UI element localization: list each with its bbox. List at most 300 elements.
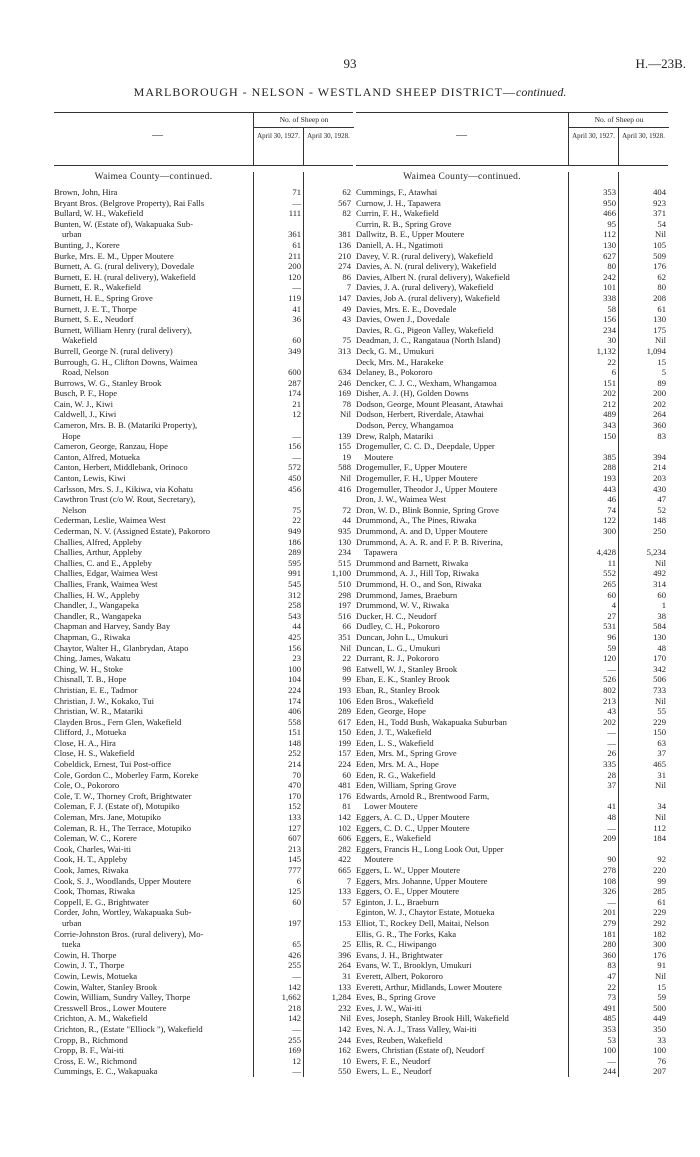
owner-name-line: Eden, William, Spring Grove	[356, 780, 457, 791]
owner-name-line: Davies, Job A. (rural delivery), Wakefield	[356, 292, 500, 303]
sheep-1927: —	[292, 970, 301, 981]
sheep-1927: 466	[603, 208, 616, 219]
owner-name	[356, 653, 564, 664]
table-row	[54, 876, 353, 887]
sheep-1928: 492	[653, 568, 666, 579]
sheep-1927: 595	[288, 557, 301, 568]
owner-name-line: Dodson, George, Mount Pleasant, Atawhai	[356, 398, 504, 409]
owner-name	[54, 293, 249, 304]
sheep-1928: 1,094	[646, 345, 666, 356]
owner-name-line: Coppell, E. G., Brightwater	[54, 896, 149, 907]
owner-name	[54, 304, 249, 315]
sheep-1927: 279	[603, 917, 616, 928]
owner-name	[356, 759, 564, 770]
owner-name	[356, 325, 564, 336]
table-row	[356, 780, 668, 791]
table-row	[54, 579, 353, 590]
sheep-1928: Nil	[340, 473, 351, 484]
owner-name-line: Ellis, R. C., Hiwipango	[356, 939, 437, 950]
sheep-1927: 80	[607, 261, 616, 272]
owner-name-line: Drummond, A. A. R. and F. P. B. Riverina,	[356, 536, 503, 547]
sheep-1928: 199	[338, 737, 351, 748]
table-row	[356, 399, 668, 410]
sheep-1928: 516	[338, 610, 351, 621]
sheep-1927: —	[292, 282, 301, 293]
sheep-count-group-header: No. of Sheep ou	[568, 113, 669, 128]
sheep-1927: 280	[603, 939, 616, 950]
owner-name	[54, 886, 249, 897]
owner-name-continuation: Tapawera	[364, 547, 398, 558]
sheep-1928: 170	[653, 653, 666, 664]
owner-name	[54, 833, 249, 844]
owner-name-line: Cederman, Leslie, Waimea West	[54, 515, 166, 526]
sheep-1927: 1,662	[281, 992, 301, 1003]
sheep-1927: 552	[603, 568, 616, 579]
owner-name	[356, 346, 564, 357]
owner-name	[54, 780, 249, 791]
table-row	[356, 251, 668, 262]
sheep-1928: 91	[657, 960, 666, 971]
sheep-1928: 314	[653, 578, 666, 589]
sheep-1927: 627	[603, 250, 616, 261]
sheep-1927: 21	[292, 398, 301, 409]
table-row	[54, 187, 353, 198]
table-row	[356, 706, 668, 717]
table-row	[54, 611, 353, 622]
owner-name-line: Bullard, W. H., Wakefield	[54, 208, 144, 219]
table-row	[356, 632, 668, 643]
table-row	[356, 219, 668, 230]
sheep-1928: 396	[338, 949, 351, 960]
sheep-1927: 426	[288, 949, 301, 960]
owner-name	[54, 441, 249, 452]
table-row	[356, 208, 668, 219]
owner-name	[356, 600, 564, 611]
sheep-1927: 156	[288, 642, 301, 653]
table-row	[54, 314, 353, 325]
sheep-1928: 99	[342, 674, 351, 685]
table-row	[356, 643, 668, 654]
document-reference: H.—23B.	[635, 56, 686, 71]
owner-name-continuation: urban	[62, 229, 82, 240]
owner-name-line: Deck, Mrs. M., Harakeke	[356, 356, 444, 367]
table-row	[356, 685, 668, 696]
table-row	[54, 357, 353, 378]
sheep-1927: —	[292, 1066, 301, 1077]
sheep-1928: 184	[653, 833, 666, 844]
owner-name-line: Christian, J. W., Kokako, Tui	[54, 695, 155, 706]
sheep-1927: 218	[288, 1002, 301, 1013]
owner-name	[356, 780, 564, 791]
year-1927-header: April 30, 1927.	[253, 127, 303, 165]
owner-name	[54, 982, 249, 993]
table-row	[356, 1066, 668, 1077]
owner-name	[54, 473, 249, 484]
sheep-1927: 443	[603, 483, 616, 494]
sheep-1928: 55	[657, 706, 666, 717]
sheep-1928: 22	[342, 653, 351, 664]
sheep-1927: 450	[288, 473, 301, 484]
sheep-1927: 489	[603, 409, 616, 420]
owner-name-line: Burnett, William Henry (rural delivery),	[54, 324, 192, 335]
sheep-1928: 465	[653, 759, 666, 770]
owner-name-line: Delaney, B., Pokororo	[356, 367, 433, 378]
sheep-1928: 99	[657, 875, 666, 886]
table-row	[54, 240, 353, 251]
sheep-1927: —	[607, 663, 616, 674]
owner-name	[356, 1066, 564, 1077]
table-row	[54, 473, 353, 484]
sheep-1928: Nil	[340, 642, 351, 653]
owner-name	[356, 717, 564, 728]
table-row	[356, 727, 668, 738]
table-row	[356, 568, 668, 579]
owner-name-line: Cobeldick, Ernest, Tui Post-office	[54, 759, 172, 770]
sheep-1927: 100	[603, 1045, 616, 1056]
table-row	[54, 304, 353, 315]
sheep-1928: 232	[338, 1002, 351, 1013]
sheep-1927: 545	[288, 578, 301, 589]
table-row	[356, 876, 668, 887]
sheep-1927: 41	[292, 303, 301, 314]
sheep-1928: 207	[653, 1066, 666, 1077]
sheep-1928: 100	[653, 1045, 666, 1056]
sheep-1927: 73	[607, 992, 616, 1003]
table-row	[356, 431, 668, 442]
owner-name-line: Cross, E. W., Richmond	[54, 1055, 137, 1066]
table-row	[356, 759, 668, 770]
sheep-1927: 95	[607, 218, 616, 229]
table-row	[356, 1003, 668, 1014]
sheep-1927: 197	[288, 917, 301, 928]
table-row	[356, 240, 668, 251]
sheep-1928: 1	[661, 600, 666, 611]
sheep-1928: 588	[338, 462, 351, 473]
table-row	[356, 314, 668, 325]
owner-name	[54, 664, 249, 675]
table-row	[54, 537, 353, 548]
table-row	[356, 409, 668, 420]
sheep-1927: 70	[292, 769, 301, 780]
sheep-1928: 282	[338, 843, 351, 854]
table-row	[54, 748, 353, 759]
sheep-1928: 176	[653, 261, 666, 272]
owner-name-line: Busch, P. F., Hope	[54, 388, 118, 399]
owner-name	[356, 272, 564, 283]
sheep-1927: 213	[288, 843, 301, 854]
sheep-1928: 155	[338, 441, 351, 452]
owner-name-line: Coleman, R. H., The Terrace, Motupiko	[54, 822, 192, 833]
owner-name-line: Ewers, Christian (Estate of), Neudorf	[356, 1045, 485, 1056]
table-row	[356, 505, 668, 516]
table-row	[54, 907, 353, 928]
sheep-1928: 404	[653, 187, 666, 197]
owner-name	[54, 844, 249, 855]
sheep-1927: 83	[607, 960, 616, 971]
table-row	[356, 1056, 668, 1067]
owner-name	[54, 1024, 249, 1035]
table-row	[356, 886, 668, 897]
owner-name-line: Chandler, R., Wangapeka	[54, 610, 142, 621]
owner-name-line: Chandler, J., Wangapeka	[54, 600, 139, 611]
sheep-1927: 201	[603, 907, 616, 918]
sheep-1928: 208	[653, 292, 666, 303]
sheep-1927: 209	[603, 833, 616, 844]
owner-name	[356, 251, 564, 262]
owner-name-continuation: Hope	[62, 430, 81, 441]
owner-name-line: Brown, John, Hira	[54, 187, 118, 197]
owner-name	[54, 992, 249, 1003]
owner-name-line: Crichton, R., (Estate "Elliock "), Wakefield	[54, 1023, 203, 1034]
owner-name-continuation: urban	[62, 917, 82, 928]
sheep-1927: 26	[607, 748, 616, 759]
table-row	[356, 960, 668, 971]
owner-name	[54, 325, 249, 346]
owner-name-line: Canton, Lewis, Kiwi	[54, 473, 126, 484]
sheep-1928: 153	[338, 917, 351, 928]
sheep-1928: 298	[338, 589, 351, 600]
sheep-1927: 335	[603, 759, 616, 770]
sheep-1928: 416	[338, 483, 351, 494]
owner-name	[54, 1066, 249, 1077]
sheep-1928: 246	[338, 377, 351, 388]
owner-name-line: Cook, Thomas, Riwaka	[54, 886, 135, 897]
owner-name-line: Drummond, W. V., Riwaka	[356, 600, 450, 611]
left-table	[54, 112, 353, 1077]
sheep-1928: 220	[653, 865, 666, 875]
table-row	[356, 367, 668, 378]
owner-name	[54, 706, 249, 717]
sheep-1927: 133	[288, 812, 301, 823]
table-row	[54, 960, 353, 971]
sheep-1927: 108	[603, 875, 616, 886]
owner-name-line: Cummings, F., Atawhai	[356, 187, 438, 197]
owner-name-line: Bryant Bros. (Belgrove Property), Rai Falls	[54, 197, 205, 208]
owner-name-line: Eden, George, Hope	[356, 706, 427, 717]
table-row	[54, 738, 353, 749]
table-row	[356, 600, 668, 611]
table-row	[54, 780, 353, 791]
sheep-1927: 491	[603, 1002, 616, 1013]
owner-name-line: Duncan, L. G., Umukuri	[356, 642, 441, 653]
sheep-1927: 777	[288, 865, 301, 875]
table-row	[356, 823, 668, 834]
owner-name	[54, 409, 249, 420]
owner-name-continuation: tueka	[62, 939, 81, 950]
year-1927-header: April 30, 1927.	[568, 127, 618, 165]
table-row	[54, 272, 353, 283]
owner-name-line: Eves, Reuben, Wakefield	[356, 1034, 443, 1045]
owner-name-line: Eden Bros., Wakefield	[356, 695, 434, 706]
table-row	[54, 399, 353, 410]
owner-name-line: Eatwell, W. J., Stanley Brook	[356, 663, 458, 674]
sheep-1927: 120	[288, 271, 301, 282]
owner-name-line: Bunten, W. (Estate of), Wakapuaka Sub-	[54, 218, 194, 229]
owner-name-line: Eggers, L. W., Upper Moutere	[356, 865, 461, 875]
sheep-1927: —	[292, 197, 301, 208]
table-row	[356, 526, 668, 537]
sheep-1927: 130	[603, 239, 616, 250]
table-row	[356, 537, 668, 558]
owner-name	[54, 1056, 249, 1067]
owner-name-line: Evans, J. H., Brightwater	[356, 949, 443, 960]
sheep-1927: 572	[288, 462, 301, 473]
sheep-1928: 342	[653, 663, 666, 674]
owner-name-line: Eban, E. K., Stanley Brook	[356, 674, 450, 685]
table-row	[54, 388, 353, 399]
sheep-1927: 531	[603, 621, 616, 632]
owner-name	[356, 505, 564, 516]
sheep-1927: —	[292, 430, 301, 441]
owner-name	[356, 219, 564, 230]
sheep-1928: 81	[342, 801, 351, 812]
sheep-1927: —	[607, 1055, 616, 1066]
owner-name-line: Eban, R., Stanley Brook	[356, 684, 440, 695]
owner-name-line: Dodson, Herbert, Riverdale, Atawhai	[356, 409, 484, 420]
owner-name	[54, 187, 249, 198]
sheep-1928: Nil	[340, 409, 351, 420]
owner-name	[356, 590, 564, 601]
sheep-1927: 1,132	[596, 345, 616, 356]
owner-name-line: Challies, C. and E., Appleby	[54, 557, 152, 568]
owner-name	[356, 293, 564, 304]
sheep-1928: 130	[338, 536, 351, 547]
sheep-1927: 30	[607, 335, 616, 346]
sheep-1927: 148	[288, 737, 301, 748]
sheep-1928: Nil	[655, 335, 666, 346]
owner-name	[54, 696, 249, 707]
owner-name-line: Cawthron Trust (c/o W. Rout, Secretary),	[54, 494, 196, 505]
table-row	[54, 1045, 353, 1056]
sheep-1927: 53	[607, 1034, 616, 1045]
sheep-1928: 112	[653, 822, 666, 833]
sheep-1928: 31	[342, 970, 351, 981]
owner-name	[54, 526, 249, 537]
owner-name	[356, 1045, 564, 1056]
table-row	[356, 388, 668, 399]
sheep-1927: —	[607, 822, 616, 833]
owner-name-line: Eggers, Francis H., Long Look Out, Upper	[356, 843, 504, 854]
owner-name-continuation: Wakefield	[62, 335, 98, 346]
sheep-1928: 72	[342, 504, 351, 515]
owner-name-line: Eginton, W. J., Chaytor Estate, Motueka	[356, 907, 495, 918]
owner-name-line: Cole, O., Pokororo	[54, 780, 120, 791]
owner-name	[54, 929, 249, 950]
table-row	[54, 717, 353, 728]
owner-name-line: Dodson, Percy, Whangamoa	[356, 420, 454, 431]
sheep-1927: 361	[288, 229, 301, 240]
owner-name-line: Cook, S. J., Woodlands, Upper Moutere	[54, 875, 192, 886]
table-row	[54, 251, 353, 262]
owner-name	[54, 876, 249, 887]
owner-name	[356, 770, 564, 781]
table-row	[54, 1003, 353, 1014]
owner-name-line: Cowin, H. Thorpe	[54, 949, 117, 960]
owner-name-line: Drogemuller, F., Upper Moutere	[356, 462, 468, 473]
sheep-1928: 550	[338, 1066, 351, 1077]
table-row	[54, 462, 353, 473]
table-row	[356, 420, 668, 431]
sheep-1927: 120	[603, 653, 616, 664]
sheep-1927: 22	[292, 515, 301, 526]
owner-name-line: Eves, Joseph, Stanley Brook Hill, Wakefield	[356, 1013, 509, 1024]
sheep-1927: 119	[288, 292, 301, 303]
table-row	[54, 706, 353, 717]
owner-name-line: Edwards, Arnold R., Brentwood Farm,	[356, 790, 490, 801]
owner-name	[356, 304, 564, 315]
table-row	[356, 261, 668, 272]
sheep-1927: 47	[607, 970, 616, 981]
sheep-1928: 66	[342, 621, 351, 632]
right-rows	[356, 172, 668, 1077]
owner-name	[54, 590, 249, 601]
owner-name	[356, 696, 564, 707]
table-row	[54, 833, 353, 844]
owner-name-line: Canton, Herbert, Middlebank, Orinoco	[54, 462, 188, 473]
owner-name-line: Cain, W. J., Kiwi	[54, 398, 113, 409]
owner-name-line: Daniell, A. H., Ngatimoti	[356, 239, 444, 250]
owner-name-line: Burnett, E. R., Wakefield	[54, 282, 141, 293]
owner-name-line: Challies, Edgar, Waimea West	[54, 568, 158, 579]
sheep-1927: 142	[288, 1013, 301, 1024]
owner-name-line: Crichton, A. M., Wakefield	[54, 1013, 148, 1024]
sheep-1928: 150	[338, 727, 351, 738]
sheep-1927: 142	[288, 981, 301, 992]
sheep-1928: 1,100	[331, 568, 351, 579]
owner-name-line: Christian, W. R., Matariki	[54, 706, 144, 717]
sheep-1928: 33	[657, 1034, 666, 1045]
table-row	[54, 621, 353, 632]
owner-name-line: Coleman, W. C., Korere	[54, 833, 137, 844]
owner-name	[356, 929, 564, 940]
owner-name	[356, 229, 564, 240]
table-row	[356, 1035, 668, 1046]
sheep-1927: 234	[603, 324, 616, 335]
sheep-1928: 176	[338, 790, 351, 801]
sheep-1927: 60	[292, 335, 301, 346]
sheep-1927: 607	[288, 833, 301, 844]
owner-name	[54, 378, 249, 389]
table-row	[54, 515, 353, 526]
owner-name	[356, 844, 564, 865]
sheep-1927: 59	[607, 642, 616, 653]
owner-name	[54, 611, 249, 622]
sheep-1928: 229	[653, 716, 666, 727]
owner-name	[54, 251, 249, 262]
sheep-1928: 202	[653, 398, 666, 409]
sheep-1928: 75	[342, 335, 351, 346]
table-row	[356, 335, 668, 346]
owner-name-line: Burrell, George N. (rural delivery)	[54, 345, 173, 356]
owner-name	[54, 314, 249, 325]
sheep-1927: 255	[288, 960, 301, 971]
owner-name-line: Corrie-Johnston Bros. (rural delivery), Mo-	[54, 928, 204, 939]
table-row	[54, 378, 353, 389]
table-row	[54, 420, 353, 441]
sheep-1928: Nil	[655, 557, 666, 568]
owner-name-line: Eves, J. W., Wai-iti	[356, 1002, 422, 1013]
owner-name	[356, 738, 564, 749]
owner-name-line: Drummond and Barnett, Riwaka	[356, 557, 469, 568]
sheep-1927: 60	[607, 589, 616, 600]
sheep-1927: 46	[607, 494, 616, 505]
table-row	[356, 939, 668, 950]
table-row	[356, 865, 668, 876]
sheep-1928: 78	[342, 398, 351, 409]
sheep-1928: 210	[338, 250, 351, 261]
table-row	[54, 441, 353, 452]
owner-name-line: Close, H. S., Wakefield	[54, 748, 135, 759]
